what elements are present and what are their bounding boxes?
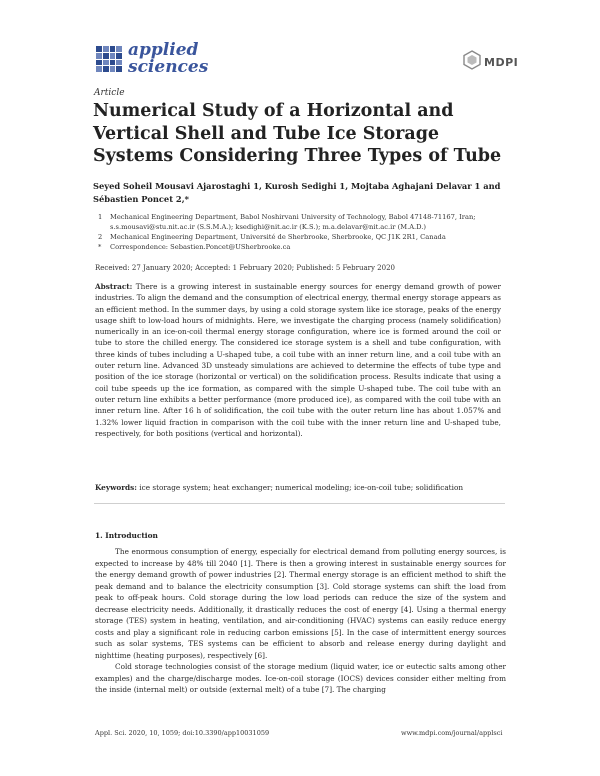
paragraph: Cold storage technologies consist of the storage medium (liquid water, ice or eutectic salts among other examples) and the charge/discharge modes. Ice-on-coil storage (IOCS) devices consider either melting from the inside (internal melt) or outside (external melt) of a tube [7]. The charging bbox=[95, 662, 506, 694]
affiliations bbox=[98, 212, 518, 252]
keywords bbox=[95, 483, 505, 492]
abstract-label: Abstract: bbox=[95, 282, 133, 291]
footer-citation: Appl. Sci. 2020, 10, 1059; doi:10.3390/app10031059 bbox=[95, 729, 270, 737]
footer-url[interactable]: www.mdpi.com/journal/applsci bbox=[401, 729, 503, 737]
correspondence-text: Correspondence: Sebastien.Poncet@USherbrooke.ca bbox=[110, 243, 291, 251]
journal-logo-icon bbox=[96, 46, 122, 72]
journal-name-line2: sciences bbox=[128, 57, 209, 77]
abstract-text: There is a growing interest in sustainable energy sources for energy demand growth of power industries. To align the demand and the consumption of electrical energy, thermal energy storage appears as an efficient method. In the summer days, by using a cold storage system like ice storage, peaks of the energy usage shift to low-load hours of midnights. Here, we investigate the charging process (namely solidification) numerically in an ice-on-coil thermal energy storage configuration, where ice is formed around the coil or tube to store the chilled energy. The considered ice storage system is a shell and tube configuration, with three kinds of tubes including a U-shaped tube, a coil tube with an inner return line, and a coil tube with an outer return line. Advanced 3D unsteady simulations are achieved to determine the effects of tube type and position of the ice storage (horizontal or vertical) on the solidification process. Results indicate that using a coil tube speeds up the ice formation, as compared with the simple U-shaped tube. The coil tube with an outer return line exhibits a better performance (more produced ice), as compared with the coil tube with an inner return line. After 16 h of solidification, the coil tube with the outer return line has about 1.057% and 1.32% lower liquid fraction in comparison with the coil tube with the inner return line and U-shaped tube, respectively, for both positions (vertical and horizontal). bbox=[95, 282, 501, 438]
section-divider bbox=[94, 503, 505, 504]
affiliation-2 bbox=[98, 232, 518, 242]
affiliation-marker: 1 bbox=[98, 213, 103, 221]
article-title: Numerical Study of a Horizontal and Vertical Shell and Tube Ice Storage Systems Considering Three Types of Tube bbox=[93, 101, 502, 166]
author-list: Seyed Soheil Mousavi Ajarostaghi 1, Kurosh Sedighi 1, Mojtaba Aghajani Delavar 1 and Sébastien Poncet 2,* bbox=[93, 181, 501, 204]
section-body bbox=[95, 546, 506, 696]
affiliation-text: Mechanical Engineering Department, Babol Noshirvani University of Technology, Babol 47148-71167, Iran; s.s.mousavi@stu.nit.ac.ir (S.S.M.A.); ksedighi@nit.ac.ir (K.S.); m.a.delavar@nit.ac.ir (M.A.D.) bbox=[110, 213, 476, 231]
abstract bbox=[95, 281, 501, 439]
keywords-label: Keywords: bbox=[95, 483, 137, 492]
paragraph: The enormous consumption of energy, especially for electrical demand from polluting energy sources, is expected to increase by 48% till 2040 [1]. There is then a growing interest in sustainable energy sources for the energy demand growth of power industries [2]. Thermal energy storage is an efficient method to shift the peak demand and to balance the electricity consumption [3]. Cold storage systems can shift the load from peak to off-peak hours. Cold storage during the low load periods can reduce the size of the system and decrease electricity needs. Additionally, it drastically reduces the cost of energy [4]. Using a thermal energy storage (TES) system in heating, ventilation, and air-conditioning (HVAC) systems can easily reduce energy costs and play a significant role in reducing carbon emissions [5]. In the case of intermittent energy sources such as solar systems, TES systems can be efficient to absorb and release energy during daylight and nighttime (heating purposes), respectively [6]. bbox=[95, 547, 506, 660]
correspondence bbox=[98, 242, 518, 252]
journal-name bbox=[128, 42, 208, 76]
publisher-logo-text: MDPI bbox=[484, 56, 519, 69]
affiliation-marker: 2 bbox=[98, 233, 103, 241]
section-heading: 1. Introduction bbox=[95, 531, 158, 540]
affiliation-text: Mechanical Engineering Department, Université de Sherbrooke, Sherbrooke, QC J1K 2R1, Canada bbox=[110, 233, 446, 241]
article-type: Article bbox=[94, 88, 125, 98]
journal-name-line1: applied bbox=[128, 40, 199, 60]
affiliation-marker: * bbox=[98, 243, 102, 251]
affiliation-1 bbox=[98, 212, 518, 232]
keywords-text: ice storage system; heat exchanger; numerical modeling; ice-on-coil tube; solidification bbox=[139, 483, 464, 492]
publication-dates: Received: 27 January 2020; Accepted: 1 February 2020; Published: 5 February 2020 bbox=[95, 264, 395, 272]
